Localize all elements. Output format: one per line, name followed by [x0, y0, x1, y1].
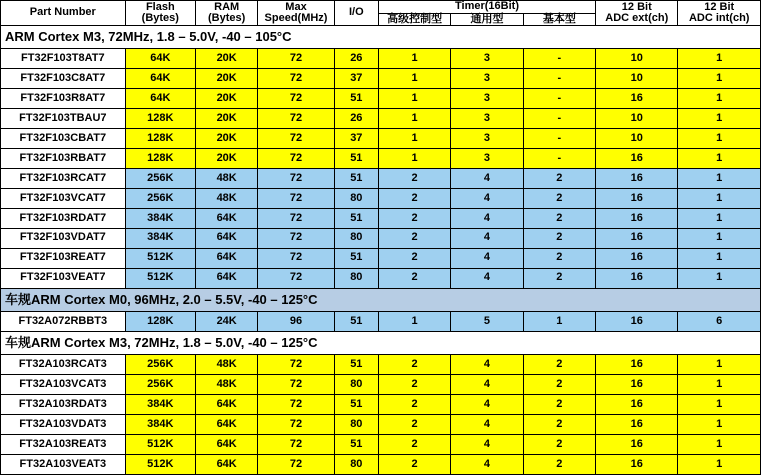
table-header — [1, 1, 761, 26]
cell-ram: 20K — [196, 89, 258, 109]
cell-flash: 128K — [125, 311, 195, 331]
cell-adc-int: 1 — [678, 394, 761, 414]
cell-io: 51 — [334, 394, 378, 414]
cell-timer-basic: - — [523, 109, 595, 129]
cell-io: 51 — [334, 208, 378, 228]
cell-timer-basic: 2 — [523, 375, 595, 395]
header-adc-int — [678, 1, 761, 26]
cell-max-speed: 72 — [258, 355, 334, 375]
cell-io: 37 — [334, 129, 378, 149]
cell-timer-general: 4 — [451, 414, 523, 434]
cell-flash: 512K — [125, 454, 195, 474]
cell-timer-basic: 2 — [523, 208, 595, 228]
cell-io: 80 — [334, 375, 378, 395]
cell-adc-ext: 16 — [596, 375, 678, 395]
cell-timer-basic: 2 — [523, 394, 595, 414]
cell-adc-int: 1 — [678, 208, 761, 228]
cell-adc-ext: 16 — [596, 454, 678, 474]
cell-adc-int: 1 — [678, 355, 761, 375]
cell-flash: 128K — [125, 149, 195, 169]
cell-io: 51 — [334, 311, 378, 331]
cell-ram: 48K — [196, 375, 258, 395]
cell-flash: 256K — [125, 375, 195, 395]
table-row — [1, 311, 761, 331]
cell-io: 80 — [334, 414, 378, 434]
table-row — [1, 355, 761, 375]
cell-flash: 384K — [125, 228, 195, 248]
cell-adc-int: 1 — [678, 414, 761, 434]
cell-part-number: FT32F103TBAU7 — [1, 109, 126, 129]
table-row — [1, 109, 761, 129]
table-row — [1, 394, 761, 414]
cell-timer-basic: - — [523, 129, 595, 149]
header-timer: Timer(16Bit) — [378, 1, 595, 14]
cell-adc-int: 1 — [678, 375, 761, 395]
cell-adc-ext: 16 — [596, 228, 678, 248]
cell-timer-general: 3 — [451, 149, 523, 169]
table-row — [1, 208, 761, 228]
header-timer-basic: 基本型 — [523, 13, 595, 26]
cell-part-number: FT32F103VCAT7 — [1, 188, 126, 208]
cell-max-speed: 72 — [258, 268, 334, 288]
table-row — [1, 149, 761, 169]
header-flash — [125, 1, 195, 26]
cell-timer-basic: 2 — [523, 268, 595, 288]
section-title: 车规ARM Cortex M3, 72MHz, 1.8 – 5.0V, -40 – 125°C — [1, 331, 761, 354]
cell-timer-advanced: 2 — [378, 228, 450, 248]
table-body — [1, 26, 761, 475]
cell-timer-general: 4 — [451, 268, 523, 288]
cell-adc-ext: 10 — [596, 49, 678, 69]
cell-part-number: FT32F103VDAT7 — [1, 228, 126, 248]
cell-flash: 384K — [125, 414, 195, 434]
table-row — [1, 69, 761, 89]
cell-timer-advanced: 1 — [378, 109, 450, 129]
cell-flash: 256K — [125, 168, 195, 188]
cell-adc-int: 1 — [678, 454, 761, 474]
cell-timer-advanced: 2 — [378, 454, 450, 474]
cell-ram: 64K — [196, 248, 258, 268]
cell-timer-advanced: 2 — [378, 248, 450, 268]
section-title: 车规ARM Cortex M0, 96MHz, 2.0 – 5.5V, -40 – 125°C — [1, 288, 761, 311]
cell-max-speed: 72 — [258, 129, 334, 149]
cell-adc-int: 1 — [678, 268, 761, 288]
cell-timer-advanced: 2 — [378, 414, 450, 434]
header-adc-int-unit: ADC int(ch) — [688, 12, 750, 25]
cell-timer-general: 4 — [451, 228, 523, 248]
cell-adc-ext: 10 — [596, 129, 678, 149]
cell-adc-int: 1 — [678, 248, 761, 268]
cell-adc-ext: 10 — [596, 69, 678, 89]
cell-timer-basic: 2 — [523, 248, 595, 268]
cell-io: 80 — [334, 228, 378, 248]
cell-adc-int: 1 — [678, 434, 761, 454]
cell-part-number: FT32F103RDAT7 — [1, 208, 126, 228]
cell-max-speed: 72 — [258, 375, 334, 395]
cell-max-speed: 72 — [258, 69, 334, 89]
cell-io: 37 — [334, 69, 378, 89]
cell-adc-ext: 16 — [596, 434, 678, 454]
cell-part-number: FT32A103VCAT3 — [1, 375, 126, 395]
cell-timer-advanced: 2 — [378, 208, 450, 228]
cell-ram: 20K — [196, 69, 258, 89]
cell-timer-advanced: 2 — [378, 188, 450, 208]
section-header-row — [1, 331, 761, 354]
cell-timer-general: 4 — [451, 188, 523, 208]
table-row — [1, 129, 761, 149]
section-title: ARM Cortex M3, 72MHz, 1.8 – 5.0V, -40 – 105°C — [1, 26, 761, 49]
header-max-speed-unit: Speed(MHz) — [264, 12, 328, 25]
cell-adc-ext: 16 — [596, 89, 678, 109]
header-flash-unit: (Bytes) — [141, 12, 179, 25]
cell-flash: 64K — [125, 89, 195, 109]
cell-adc-ext: 16 — [596, 311, 678, 331]
cell-flash: 384K — [125, 394, 195, 414]
cell-timer-advanced: 2 — [378, 375, 450, 395]
cell-max-speed: 72 — [258, 208, 334, 228]
cell-timer-general: 4 — [451, 454, 523, 474]
header-adc-int-main: 12 Bit — [704, 0, 735, 13]
cell-timer-advanced: 2 — [378, 355, 450, 375]
cell-part-number: FT32A103RDAT3 — [1, 394, 126, 414]
cell-adc-ext: 16 — [596, 168, 678, 188]
cell-part-number: FT32F103C8AT7 — [1, 69, 126, 89]
cell-timer-general: 3 — [451, 129, 523, 149]
cell-max-speed: 72 — [258, 168, 334, 188]
table-row — [1, 89, 761, 109]
cell-io: 51 — [334, 168, 378, 188]
header-timer-advanced: 高级控制型 — [378, 13, 450, 26]
header-adc-ext-main: 12 Bit — [621, 0, 652, 13]
cell-timer-general: 4 — [451, 248, 523, 268]
cell-adc-int: 1 — [678, 89, 761, 109]
cell-flash: 512K — [125, 268, 195, 288]
section-header-row — [1, 288, 761, 311]
cell-timer-advanced: 1 — [378, 69, 450, 89]
cell-timer-general: 4 — [451, 355, 523, 375]
cell-timer-general: 4 — [451, 208, 523, 228]
table-row — [1, 268, 761, 288]
cell-part-number: FT32A072RBBT3 — [1, 311, 126, 331]
header-max-speed — [258, 1, 334, 26]
cell-ram: 24K — [196, 311, 258, 331]
header-max-speed-main: Max — [285, 0, 307, 13]
header-ram-unit: (Bytes) — [208, 12, 246, 25]
section-header-row — [1, 26, 761, 49]
cell-io: 51 — [334, 355, 378, 375]
cell-part-number: FT32F103VEAT7 — [1, 268, 126, 288]
cell-adc-int: 1 — [678, 188, 761, 208]
cell-part-number: FT32A103VEAT3 — [1, 454, 126, 474]
cell-ram: 48K — [196, 188, 258, 208]
cell-adc-int: 1 — [678, 129, 761, 149]
cell-ram: 20K — [196, 109, 258, 129]
cell-timer-general: 5 — [451, 311, 523, 331]
cell-ram: 64K — [196, 434, 258, 454]
cell-max-speed: 72 — [258, 248, 334, 268]
cell-ram: 64K — [196, 414, 258, 434]
cell-timer-general: 4 — [451, 394, 523, 414]
cell-flash: 256K — [125, 188, 195, 208]
header-adc-ext-unit: ADC ext(ch) — [605, 12, 669, 25]
header-io: I/O — [334, 1, 378, 26]
header-adc-ext — [596, 1, 678, 26]
cell-part-number: FT32A103RCAT3 — [1, 355, 126, 375]
cell-adc-ext: 16 — [596, 414, 678, 434]
header-flash-main: Flash — [145, 0, 175, 13]
cell-ram: 64K — [196, 454, 258, 474]
cell-flash: 256K — [125, 355, 195, 375]
table-row — [1, 188, 761, 208]
cell-ram: 64K — [196, 394, 258, 414]
cell-io: 51 — [334, 89, 378, 109]
cell-timer-advanced: 1 — [378, 49, 450, 69]
cell-ram: 20K — [196, 129, 258, 149]
table-row — [1, 49, 761, 69]
table-row — [1, 248, 761, 268]
cell-timer-basic: - — [523, 89, 595, 109]
cell-part-number: FT32A103REAT3 — [1, 434, 126, 454]
cell-timer-advanced: 1 — [378, 149, 450, 169]
cell-timer-advanced: 2 — [378, 394, 450, 414]
cell-timer-general: 4 — [451, 168, 523, 188]
cell-part-number: FT32F103R8AT7 — [1, 89, 126, 109]
cell-ram: 64K — [196, 208, 258, 228]
cell-timer-basic: 2 — [523, 434, 595, 454]
cell-adc-ext: 16 — [596, 248, 678, 268]
cell-flash: 128K — [125, 109, 195, 129]
cell-timer-general: 3 — [451, 49, 523, 69]
cell-max-speed: 72 — [258, 414, 334, 434]
cell-adc-int: 1 — [678, 109, 761, 129]
cell-timer-basic: - — [523, 69, 595, 89]
cell-timer-basic: - — [523, 149, 595, 169]
table-row — [1, 228, 761, 248]
cell-timer-advanced: 2 — [378, 168, 450, 188]
cell-adc-ext: 16 — [596, 149, 678, 169]
cell-timer-advanced: 1 — [378, 89, 450, 109]
cell-adc-ext: 16 — [596, 268, 678, 288]
cell-ram: 20K — [196, 49, 258, 69]
cell-timer-general: 3 — [451, 69, 523, 89]
table-row — [1, 168, 761, 188]
cell-adc-ext: 16 — [596, 355, 678, 375]
cell-ram: 64K — [196, 228, 258, 248]
cell-timer-basic: 2 — [523, 168, 595, 188]
cell-max-speed: 72 — [258, 109, 334, 129]
cell-ram: 48K — [196, 355, 258, 375]
cell-timer-general: 4 — [451, 375, 523, 395]
cell-timer-basic: 2 — [523, 355, 595, 375]
cell-adc-int: 1 — [678, 149, 761, 169]
cell-ram: 20K — [196, 149, 258, 169]
cell-flash: 512K — [125, 248, 195, 268]
cell-part-number: FT32F103CBAT7 — [1, 129, 126, 149]
cell-part-number: FT32F103RBAT7 — [1, 149, 126, 169]
cell-io: 26 — [334, 49, 378, 69]
cell-part-number: FT32A103VDAT3 — [1, 414, 126, 434]
cell-flash: 384K — [125, 208, 195, 228]
cell-io: 26 — [334, 109, 378, 129]
cell-adc-int: 1 — [678, 228, 761, 248]
cell-max-speed: 72 — [258, 454, 334, 474]
cell-ram: 48K — [196, 168, 258, 188]
cell-timer-basic: - — [523, 49, 595, 69]
table-row — [1, 454, 761, 474]
header-part-number: Part Number — [1, 1, 126, 26]
table-row — [1, 414, 761, 434]
cell-adc-ext: 16 — [596, 188, 678, 208]
cell-adc-int: 6 — [678, 311, 761, 331]
cell-max-speed: 72 — [258, 228, 334, 248]
cell-io: 80 — [334, 454, 378, 474]
cell-adc-int: 1 — [678, 49, 761, 69]
cell-io: 51 — [334, 434, 378, 454]
table-row — [1, 434, 761, 454]
cell-io: 80 — [334, 268, 378, 288]
header-row-top — [1, 1, 761, 14]
cell-max-speed: 72 — [258, 89, 334, 109]
cell-io: 51 — [334, 149, 378, 169]
cell-max-speed: 72 — [258, 149, 334, 169]
cell-adc-int: 1 — [678, 69, 761, 89]
cell-timer-general: 4 — [451, 434, 523, 454]
cell-flash: 64K — [125, 69, 195, 89]
cell-adc-ext: 16 — [596, 208, 678, 228]
header-ram — [196, 1, 258, 26]
cell-max-speed: 96 — [258, 311, 334, 331]
cell-max-speed: 72 — [258, 394, 334, 414]
table-row — [1, 375, 761, 395]
cell-flash: 64K — [125, 49, 195, 69]
cell-max-speed: 72 — [258, 434, 334, 454]
cell-ram: 64K — [196, 268, 258, 288]
cell-timer-basic: 2 — [523, 228, 595, 248]
cell-timer-advanced: 2 — [378, 434, 450, 454]
cell-timer-advanced: 1 — [378, 129, 450, 149]
cell-max-speed: 72 — [258, 49, 334, 69]
cell-timer-basic: 1 — [523, 311, 595, 331]
cell-timer-general: 3 — [451, 89, 523, 109]
cell-flash: 512K — [125, 434, 195, 454]
cell-part-number: FT32F103REAT7 — [1, 248, 126, 268]
cell-part-number: FT32F103T8AT7 — [1, 49, 126, 69]
cell-timer-advanced: 1 — [378, 311, 450, 331]
cell-adc-ext: 10 — [596, 109, 678, 129]
cell-adc-int: 1 — [678, 168, 761, 188]
cell-timer-general: 3 — [451, 109, 523, 129]
cell-timer-advanced: 2 — [378, 268, 450, 288]
cell-max-speed: 72 — [258, 188, 334, 208]
cell-flash: 128K — [125, 129, 195, 149]
cell-part-number: FT32F103RCAT7 — [1, 168, 126, 188]
cell-timer-basic: 2 — [523, 454, 595, 474]
cell-io: 51 — [334, 248, 378, 268]
cell-timer-basic: 2 — [523, 414, 595, 434]
header-ram-main: RAM — [214, 0, 240, 13]
cell-adc-ext: 16 — [596, 394, 678, 414]
cell-timer-basic: 2 — [523, 188, 595, 208]
cell-io: 80 — [334, 188, 378, 208]
header-timer-general: 通用型 — [451, 13, 523, 26]
